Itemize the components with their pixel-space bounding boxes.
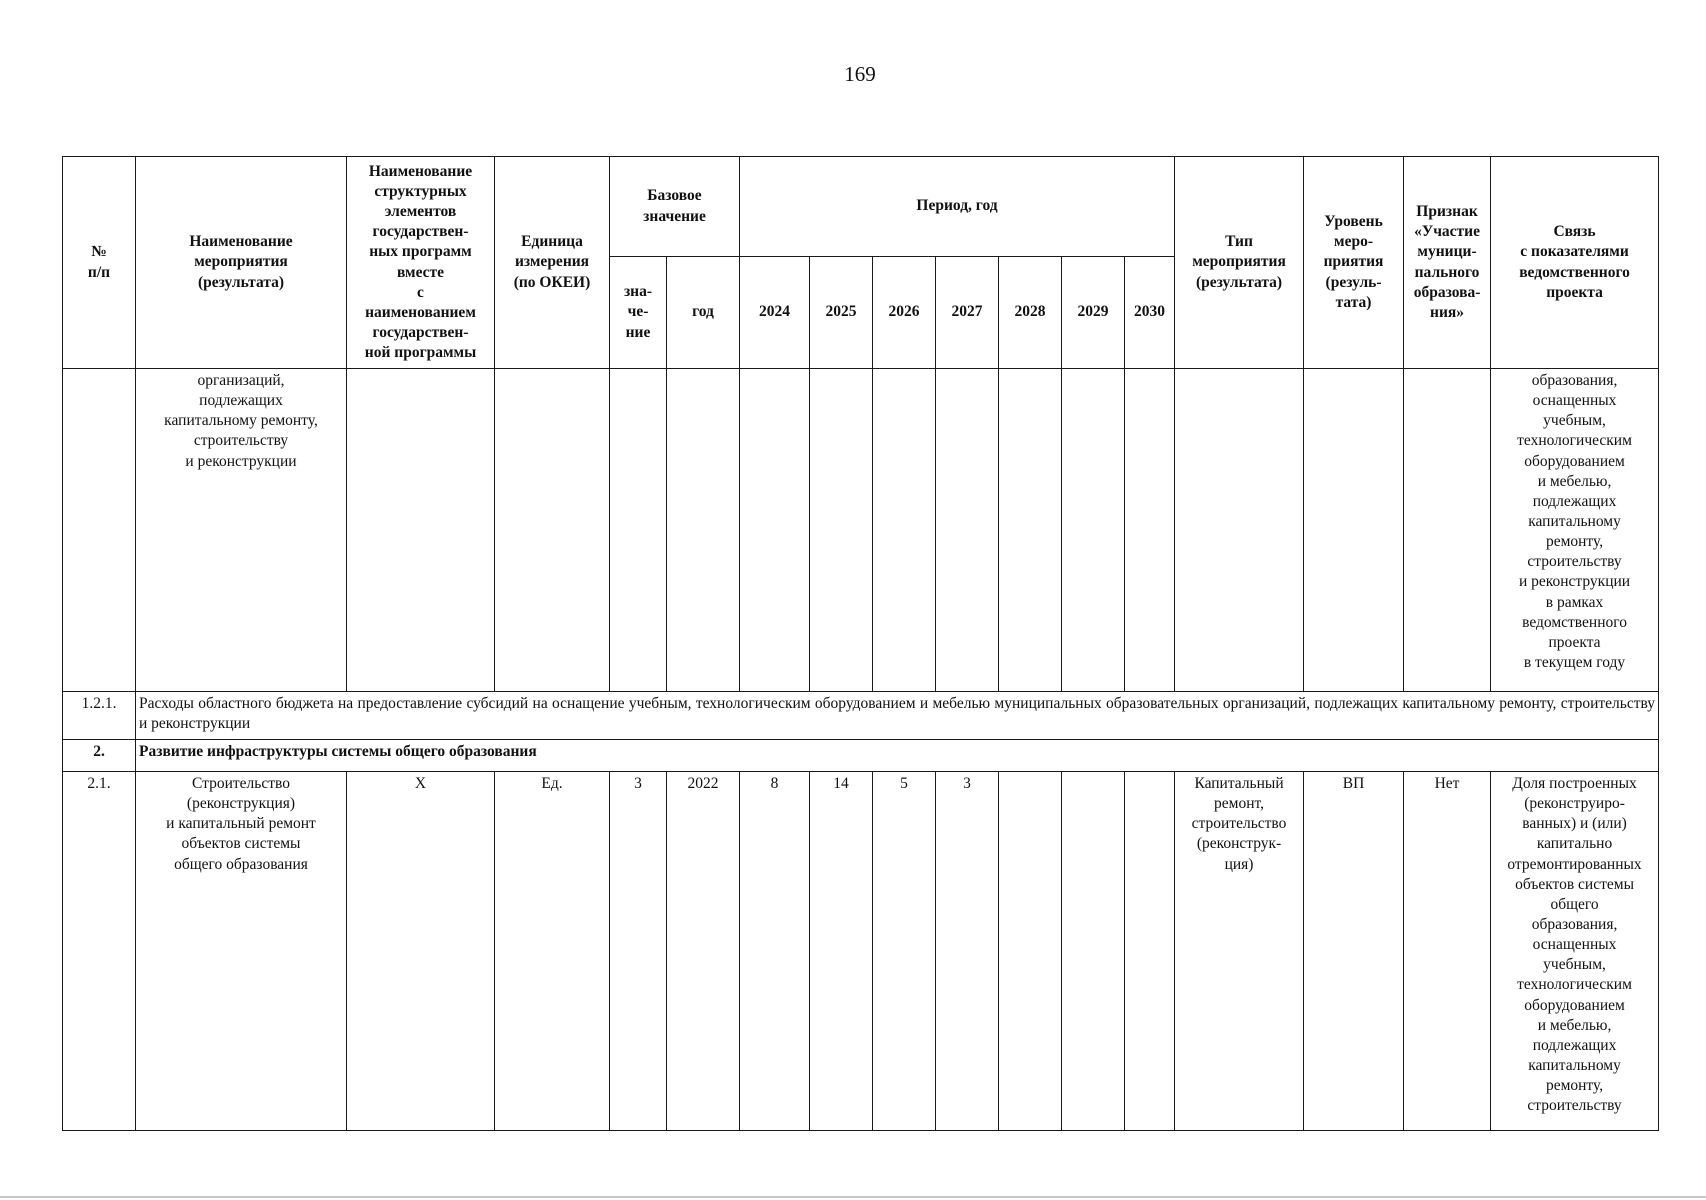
header-year-2029: 2029 [1062, 257, 1125, 369]
header-num: № п/п [63, 157, 136, 369]
cell-base-value [610, 369, 667, 692]
header-municipal-participation: Признак «Участие муници- пального образова- ния» [1404, 157, 1491, 369]
cell-2029 [1062, 772, 1125, 1131]
cell-base-year [667, 369, 740, 692]
header-year-2024: 2024 [740, 257, 810, 369]
cell-unit [495, 369, 610, 692]
cell-2028 [999, 772, 1062, 1131]
cell-2024 [740, 369, 810, 692]
cell-2025 [810, 369, 873, 692]
cell-num: 1.2.1. [63, 692, 136, 740]
cell-num: 2.1. [63, 772, 136, 1131]
cell-level: ВП [1304, 772, 1404, 1131]
cell-2024: 8 [740, 772, 810, 1131]
section-title: Развитие инфраструктуры системы общего образования [136, 740, 1659, 772]
cell-2027: 3 [936, 772, 999, 1131]
cell-type [1175, 369, 1304, 692]
cell-unit: Ед. [495, 772, 610, 1131]
cell-2030 [1125, 369, 1175, 692]
cell-structural [347, 369, 495, 692]
cell-connection: Доля построенных (реконструиро- ванных) и (или) капитально отремонтированных объектов системы общего образования, оснащенных учебным, технологическим оборудованием и мебелью, подлежащих капитальному ремонту, строительству [1491, 772, 1659, 1131]
cell-text: Расходы областного бюджета на предоставление субсидий на оснащение учебным, технологическим оборудованием и мебелью муниципальных образовательных организаций, подлежащих капитальному ремонту, строительству и реконструкции [136, 692, 1659, 740]
header-type: Тип мероприятия (результата) [1175, 157, 1304, 369]
table-row-2 [63, 740, 1659, 772]
header-year-2028: 2028 [999, 257, 1062, 369]
cell-structural: Х [347, 772, 495, 1131]
header-unit: Единица измерения (по ОКЕИ) [495, 157, 610, 369]
header-structural-elements: Наименование структурных элементов государствен- ных программ вместе с наименованием государствен- ной программы [347, 157, 495, 369]
cell-2025: 14 [810, 772, 873, 1131]
cell-name: Строительство (реконструкция) и капитальный ремонт объектов системы общего образования [136, 772, 347, 1131]
header-year-2026: 2026 [873, 257, 936, 369]
cell-2029 [1062, 369, 1125, 692]
page-edge-line [0, 1196, 1706, 1198]
header-year-2025: 2025 [810, 257, 873, 369]
cell-base-value: 3 [610, 772, 667, 1131]
cell-2027 [936, 369, 999, 692]
measures-table [62, 156, 1659, 1131]
cell-2030 [1125, 772, 1175, 1131]
header-level: Уровень меро- приятия (резуль- тата) [1304, 157, 1404, 369]
header-base-value: Базовое значение [610, 157, 740, 257]
table-row-1-2-1 [63, 692, 1659, 740]
cell-name: организаций, подлежащих капитальному ремонту, строительству и реконструкции [136, 369, 347, 692]
cell-municipal: Нет [1404, 772, 1491, 1131]
page-number: 169 [844, 62, 876, 86]
header-base-value-year: год [667, 257, 740, 369]
header-year-2027: 2027 [936, 257, 999, 369]
table-row-2-1 [63, 772, 1659, 1131]
cell-base-year: 2022 [667, 772, 740, 1131]
header-period: Период, год [740, 157, 1175, 257]
cell-municipal [1404, 369, 1491, 692]
cell-num: 2. [63, 740, 136, 772]
cell-num [63, 369, 136, 692]
cell-connection: образования, оснащенных учебным, технологическим оборудованием и мебелью, подлежащих капитальному ремонту, строительству и реконструкции в рамках ведомственного проекта в текущем году [1491, 369, 1659, 692]
cell-2026: 5 [873, 772, 936, 1131]
header-connection: Связь с показателями ведомственного проекта [1491, 157, 1659, 369]
header-year-2030: 2030 [1125, 257, 1175, 369]
cell-2026 [873, 369, 936, 692]
cell-type: Капитальный ремонт, строительство (реконструк- ция) [1175, 772, 1304, 1131]
table-row-continuation [63, 369, 1659, 692]
cell-2028 [999, 369, 1062, 692]
header-name: Наименование мероприятия (результата) [136, 157, 347, 369]
header-base-value-value: зна- че- ние [610, 257, 667, 369]
cell-level [1304, 369, 1404, 692]
